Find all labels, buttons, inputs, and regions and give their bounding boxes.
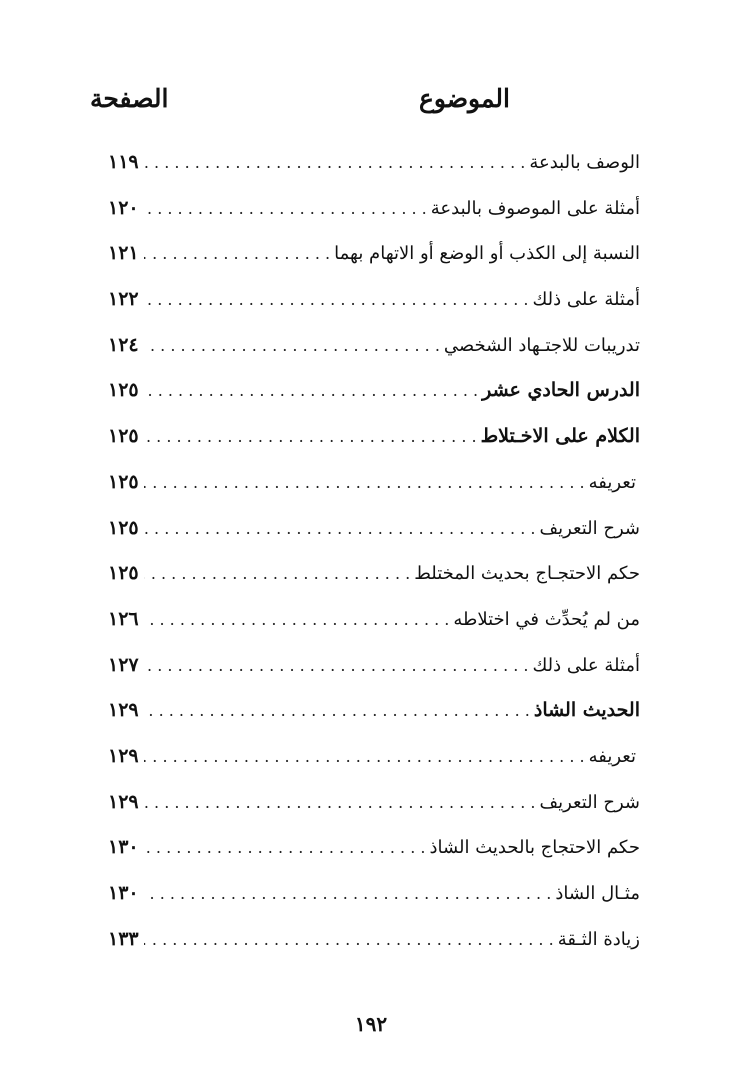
toc-entry-title: حكم الاحتجاج بالحديث الشاذ: [429, 837, 640, 859]
toc-entry-section: [108, 688, 640, 734]
table-of-contents: [108, 140, 640, 962]
toc-entry-title: من لم يُحدِّث في اختلاطه: [453, 608, 640, 630]
toc-entry-page: ١٢٠: [108, 196, 139, 219]
toc-entry: [108, 551, 640, 597]
toc-entry: [108, 506, 640, 552]
toc-entry-page: ١٢٢: [108, 288, 139, 311]
dot-leader: [144, 917, 554, 963]
dot-leader: [144, 277, 529, 323]
dot-leader: [144, 734, 585, 780]
toc-entry-page: ١٢٦: [108, 607, 139, 630]
dot-leader: [144, 688, 530, 734]
page-column-heading: الصفحة: [90, 84, 169, 113]
toc-entry-page: ١٢٩: [108, 744, 139, 767]
toc-entry: [108, 825, 640, 871]
toc-entry: [108, 734, 640, 780]
toc-entry-title: الوصف بالبدعة: [529, 152, 640, 173]
toc-entry: [108, 186, 640, 232]
toc-entry-title: تعريفه: [588, 471, 636, 493]
toc-entry-page: ١٣٣: [108, 927, 139, 950]
dot-leader: [144, 231, 330, 277]
toc-entry-page: ١٣٠: [108, 882, 139, 904]
page-number: ١٩٢: [354, 1012, 388, 1036]
dot-leader: [144, 368, 478, 414]
toc-entry-page: ١٢٩: [108, 790, 139, 813]
toc-entry-title: حكم الاحتجـاج بحديث المختلط: [414, 563, 640, 585]
toc-entry-page: ١٢٤: [108, 333, 139, 356]
toc-entry: [108, 460, 640, 506]
toc-entry-section: [108, 368, 640, 414]
topic-column-heading: الموضوع: [419, 84, 510, 113]
toc-header: [90, 84, 650, 124]
toc-entry-title: زيادة الثـقة: [557, 928, 640, 950]
toc-entry: [108, 231, 640, 277]
toc-entry-title: مثـال الشاذ: [555, 883, 640, 904]
dot-leader: [144, 643, 529, 689]
toc-entry-title: النسبة إلى الكذب أو الوضع أو الاتهام بهما: [334, 243, 640, 265]
dot-leader: [144, 323, 440, 369]
toc-entry: [108, 643, 640, 689]
dot-leader: [144, 825, 425, 871]
toc-entry-section: [108, 414, 640, 460]
toc-entry-page: ١٢٥: [108, 562, 139, 585]
toc-entry-title: تعريفه: [588, 745, 636, 767]
toc-entry-page: ١٢٩: [108, 699, 139, 722]
toc-entry-title: تدريبات للاجتـهاد الشخصي: [443, 334, 640, 356]
toc-entry-page: ١٢٧: [108, 653, 139, 676]
toc-entry-title: أمثلة على ذلك: [532, 654, 640, 676]
toc-entry-title: شرح التعريف: [539, 791, 640, 813]
dot-leader: [144, 460, 585, 506]
toc-entry: [108, 871, 640, 917]
toc-entry-title: أمثلة على الموصوف بالبدعة: [430, 197, 640, 219]
toc-entry-title: الدرس الحادي عشر: [482, 379, 640, 402]
toc-entry-page: ١٢٥: [108, 379, 139, 402]
toc-entry: [108, 277, 640, 323]
toc-entry-page: ١٢١: [108, 242, 139, 265]
toc-entry-title: الكلام على الاخـتلاط: [480, 425, 640, 448]
dot-leader: [144, 506, 535, 552]
dot-leader: [144, 414, 477, 460]
toc-entry-title: شرح التعريف: [539, 517, 640, 539]
dot-leader: [144, 551, 410, 597]
toc-entry: [108, 140, 640, 186]
toc-entry: [108, 323, 640, 369]
toc-entry: [108, 597, 640, 643]
toc-entry-page: ١٢٥: [108, 425, 139, 448]
dot-leader: [144, 186, 427, 232]
toc-entry-title: الحديث الشاذ: [533, 699, 640, 722]
toc-entry: [108, 917, 640, 963]
toc-entry-page: ١٢٥: [108, 470, 139, 493]
toc-entry: [108, 780, 640, 826]
toc-entry-title: أمثلة على ذلك: [532, 289, 640, 311]
dot-leader: [144, 871, 551, 917]
dot-leader: [144, 140, 525, 186]
toc-entry-page: ١٢٥: [108, 516, 139, 539]
dot-leader: [144, 780, 535, 826]
dot-leader: [144, 597, 449, 643]
toc-entry-page: ١٣٠: [108, 836, 139, 859]
toc-entry-page: ١١٩: [108, 151, 139, 173]
